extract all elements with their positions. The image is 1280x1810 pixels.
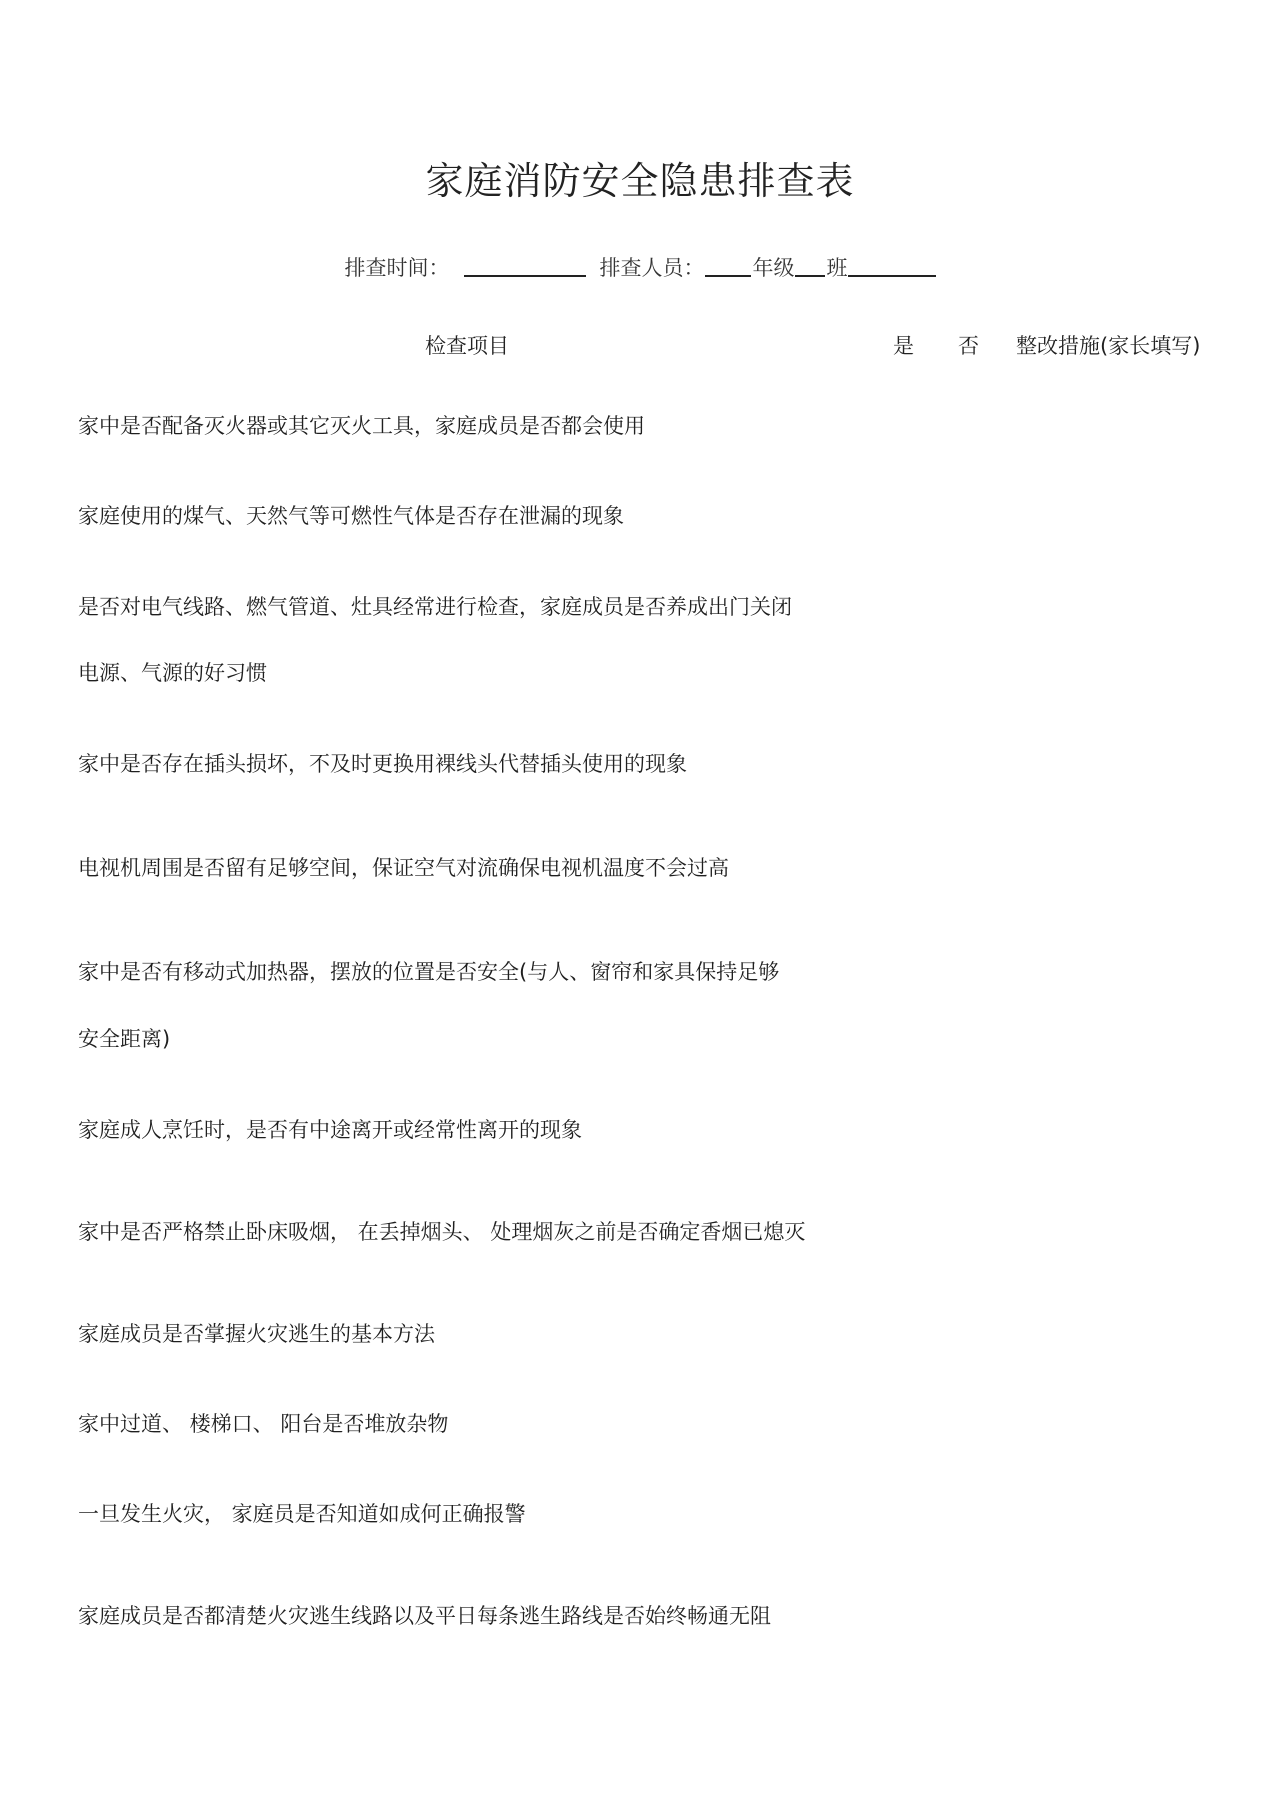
time-blank[interactable] xyxy=(464,255,586,277)
class-label: 班 xyxy=(826,256,848,280)
check-item: 家庭成员是否都清楚火灾逃生线路以及平日每条逃生路线是否始终畅通无阻 xyxy=(78,1604,771,1628)
check-item-continued: 电源、气源的好习惯 xyxy=(78,661,267,685)
check-item: 家中是否有移动式加热器，摆放的位置是否安全(与人、窗帘和家具保持足够 xyxy=(78,960,780,984)
form-meta-line xyxy=(0,252,1280,282)
person-label: 排查人员： xyxy=(599,256,705,280)
grade-label: 年级 xyxy=(752,256,795,280)
check-item-continued: 安全距离) xyxy=(78,1027,171,1051)
header-fix-measures: 整改措施(家长填写) xyxy=(1016,334,1201,358)
check-item: 家中是否存在插头损坏，不及时更换用裸线头代替插头使用的现象 xyxy=(78,752,687,776)
page-title: 家庭消防安全隐患排查表 xyxy=(425,159,855,203)
check-item: 家中是否严格禁止卧床吸烟， 在丢掉烟头、 处理烟灰之前是否确定香烟已熄灭 xyxy=(78,1220,806,1244)
header-yes: 是 xyxy=(893,334,914,358)
check-item: 一旦发生火灾， 家庭员是否知道如成何正确报警 xyxy=(78,1502,526,1526)
check-item: 家中过道、 楼梯口、 阳台是否堆放杂物 xyxy=(78,1412,449,1436)
grade-blank[interactable] xyxy=(705,255,751,277)
check-item: 是否对电气线路、燃气管道、灶具经常进行检查，家庭成员是否养成出门关闭 xyxy=(78,595,792,619)
header-no: 否 xyxy=(958,334,979,358)
header-check-item: 检查项目 xyxy=(425,334,509,358)
check-item: 家庭成员是否掌握火灾逃生的基本方法 xyxy=(78,1322,435,1346)
check-item: 电视机周围是否留有足够空间，保证空气对流确保电视机温度不会过高 xyxy=(78,856,729,880)
class-blank[interactable] xyxy=(795,255,825,277)
check-item: 家庭成人烹饪时，是否有中途离开或经常性离开的现象 xyxy=(78,1118,582,1142)
check-item: 家中是否配备灭火器或其它灭火工具，家庭成员是否都会使用 xyxy=(78,414,645,438)
check-item: 家庭使用的煤气、天然气等可燃性气体是否存在泄漏的现象 xyxy=(78,504,624,528)
name-blank[interactable] xyxy=(848,255,936,277)
time-label: 排查时间： xyxy=(344,256,450,280)
